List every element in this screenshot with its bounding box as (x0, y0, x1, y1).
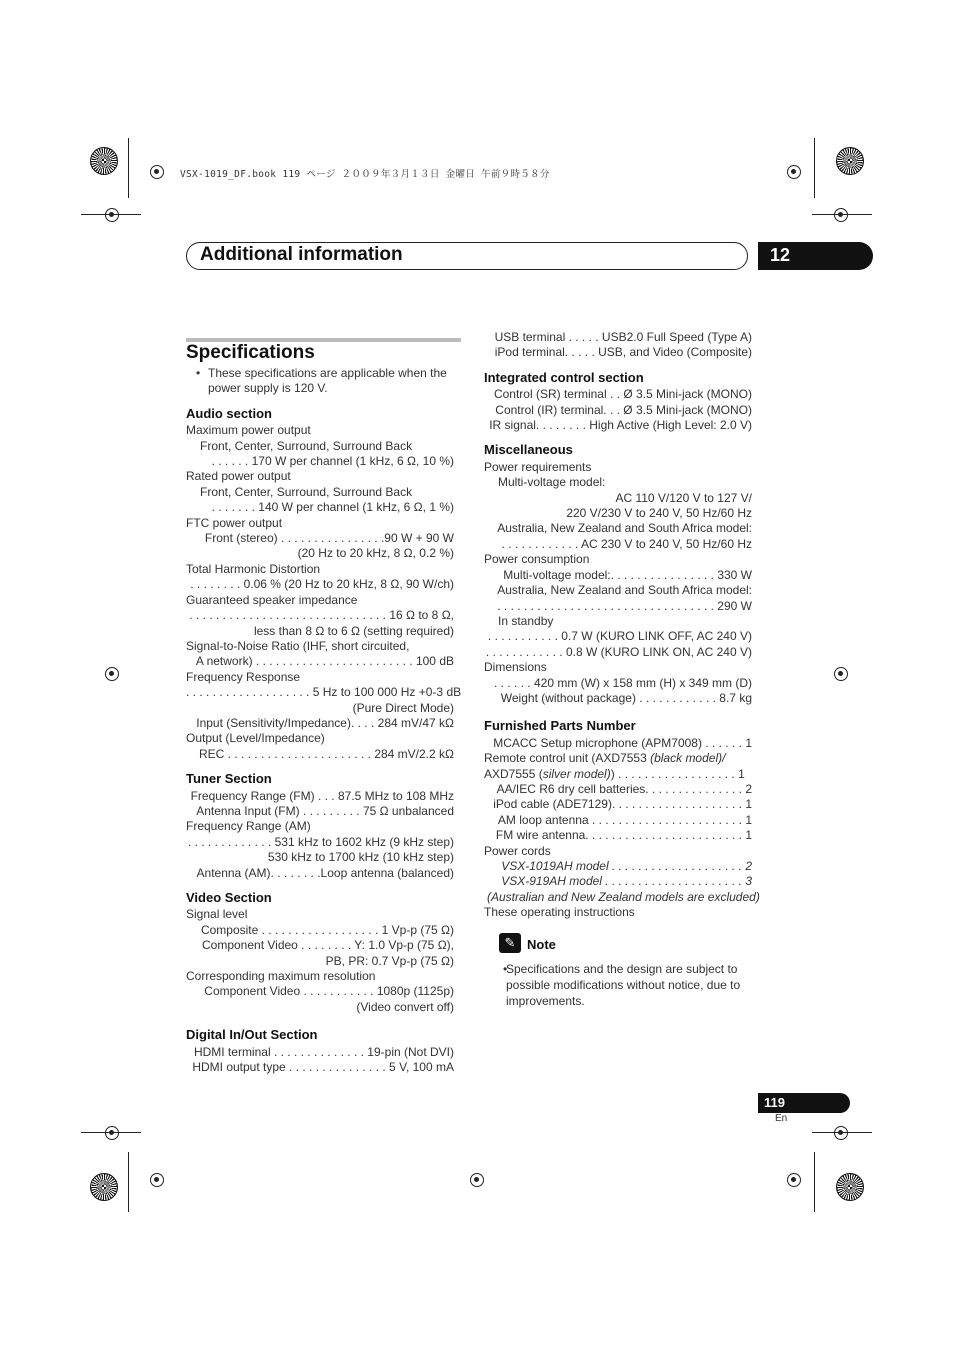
registration-mark-icon (787, 1173, 801, 1187)
color-target-icon (836, 1173, 864, 1201)
spec-line: REC . . . . . . . . . . . . . . . . . . . . . . 284 mV/2.2 kΩ (198, 746, 454, 761)
crop-mark (814, 138, 815, 198)
spec-line: . . . . . . . . . . . . 0.8 W (KURO LINK ON, AC 240 V) (485, 644, 752, 659)
crop-mark (812, 214, 872, 215)
spec-line: Corresponding maximum resolution (186, 969, 376, 984)
crop-mark (128, 1152, 129, 1212)
spec-line: . . . . . . 420 mm (W) x 158 mm (H) x 349 mm (D) (493, 675, 752, 690)
page-number: 119 (758, 1093, 850, 1113)
spec-line: Antenna Input (FM) . . . . . . . . . 75 Ω unbalanced (196, 803, 454, 818)
spec-line: AM loop antenna . . . . . . . . . . . . . . . . . . . . . . . 1 (497, 812, 752, 827)
spec-line: A network) . . . . . . . . . . . . . . . . . . . . . . . . 100 dB (195, 654, 454, 669)
spec-line: Power consumption (484, 552, 590, 567)
spec-line: AC 110 V/120 V to 127 V/ (615, 490, 752, 505)
spec-line: Total Harmonic Distortion (186, 561, 321, 576)
video-heading: Video Section (186, 890, 272, 905)
misc-heading: Miscellaneous (484, 442, 573, 458)
spec-line: In standby (498, 613, 554, 628)
spec-line: Component Video . . . . . . . . . . . 1080p (1125p) (204, 984, 454, 999)
spec-line: Dimensions (484, 660, 547, 675)
spec-line: FM wire antenna. . . . . . . . . . . . . . . . . . . . . . . . 1 (495, 828, 752, 843)
spec-line: HDMI terminal . . . . . . . . . . . . . . 19-pin (Not DVI) (193, 1044, 454, 1059)
spec-line: Control (IR) terminal. . . Ø 3.5 Mini-jack (MONO) (495, 402, 752, 417)
spec-text: ) . . . . . . . . . . . . . . . . . . 1 (610, 766, 745, 781)
registration-mark-icon (834, 208, 848, 222)
registration-mark-icon (834, 667, 848, 681)
spec-line: Australia, New Zealand and South Africa model: (497, 583, 752, 598)
crop-mark (812, 1132, 872, 1133)
note-text (493, 961, 753, 1009)
spec-line: Front (stereo) . . . . . . . . . . . . . . . .90 W + 90 W (204, 531, 454, 546)
spec-line: . . . . . . . . . . . . . . . . . . . . . . . . . . . . . . . . . 290 W (497, 598, 752, 613)
spec-line: Control (SR) terminal . . Ø 3.5 Mini-jack (MONO) (493, 387, 752, 402)
spec-line: Power requirements (484, 459, 592, 474)
crop-mark (814, 1152, 815, 1212)
spec-line: Frequency Range (FM) . . . 87.5 MHz to 108 MHz (190, 788, 454, 803)
audio-heading: Audio section (186, 405, 272, 421)
registration-mark-icon (150, 1173, 164, 1187)
spec-line: (Pure Direct Mode) (352, 700, 454, 715)
spec-line: Signal level (186, 907, 248, 922)
spec-line: Power cords (484, 843, 551, 858)
spec-line: Australia, New Zealand and South Africa model: (497, 521, 752, 536)
spec-line: HDMI output type . . . . . . . . . . . . . . . 5 V, 100 mA (192, 1060, 454, 1075)
spec-line: Weight (without package) . . . . . . . . . . . . 8.7 kg (500, 690, 752, 705)
spec-line: (20 Hz to 20 kHz, 8 Ω, 0.2 %) (297, 546, 454, 561)
spec-line: iPod cable (ADE7129). . . . . . . . . . . . . . . . . . . . 1 (493, 797, 752, 812)
spec-line: less than 8 Ω to 6 Ω (setting required) (253, 623, 454, 638)
spec-line: Multi-voltage model: (498, 475, 606, 490)
spec-line: Maximum power output (186, 423, 311, 438)
spec-line: Input (Sensitivity/Impedance). . . . 284 mV/47 kΩ (196, 715, 454, 730)
spec-line: . . . . . . 170 W per channel (1 kHz, 6 Ω, 10 %) (211, 454, 454, 469)
chapter-number-badge: 12 (758, 242, 873, 270)
spec-line: IR signal. . . . . . . . High Active (High Level: 2.0 V) (489, 418, 752, 433)
spec-line: Frequency Range (AM) (186, 819, 311, 834)
spec-line: PB, PR: 0.7 Vp-p (75 Ω) (325, 953, 454, 968)
spec-text: Remote control unit (AXD7553 (484, 751, 651, 766)
color-target-icon (90, 1173, 118, 1201)
color-target-icon (836, 147, 864, 175)
spec-line: (Australian and New Zealand models are excluded) (487, 889, 760, 904)
digital-heading: Digital In/Out Section (186, 1027, 318, 1043)
spec-line: Component Video . . . . . . . . Y: 1.0 Vp-p (75 Ω), (202, 938, 454, 953)
tuner-heading: Tuner Section (186, 771, 272, 787)
spec-line: 530 kHz to 1700 kHz (10 kHz step) (267, 850, 454, 865)
page-language: En (775, 1113, 788, 1124)
spec-line: Front, Center, Surround, Surround Back (200, 438, 413, 453)
printer-slug: VSX-1019_DF.book 119 ページ ２００９年３月１３日 金曜日 午前９時５８分 (180, 169, 550, 180)
pencil-icon: ✎ (499, 933, 521, 953)
spec-column-right (484, 330, 760, 921)
spec-line: . . . . . . . 140 W per channel (1 kHz, 6 Ω, 1 %) (211, 500, 454, 515)
note-label: Note (527, 937, 556, 952)
spec-line: AA/IEC R6 dry cell batteries. . . . . . . . . . . . . . . 2 (496, 781, 752, 796)
registration-mark-icon (105, 1126, 119, 1140)
registration-mark-icon (470, 1173, 484, 1187)
color-target-icon (90, 147, 118, 175)
spec-line: Composite . . . . . . . . . . . . . . . . . . 1 Vp-p (75 Ω) (200, 922, 454, 937)
crop-mark (81, 1132, 141, 1133)
registration-mark-icon (834, 1126, 848, 1140)
spec-line: FTC power output (186, 515, 283, 530)
spec-line: 220 V/230 V to 240 V, 50 Hz/60 Hz (566, 506, 752, 521)
spec-line (484, 751, 752, 766)
spec-line: iPod terminal. . . . . USB, and Video (Composite) (494, 345, 752, 360)
intro-bullet: • These specifications are applicable when the power supply is 120 V. (186, 366, 454, 397)
spec-line: Guaranteed speaker impedance (186, 592, 358, 607)
registration-mark-icon (105, 208, 119, 222)
spec-text: AXD7555 ( (484, 766, 543, 781)
spec-text: silver model) (542, 766, 611, 781)
spec-line: Front, Center, Surround, Surround Back (200, 484, 413, 499)
spec-line: . . . . . . . . . . . . . 531 kHz to 1602 kHz (9 kHz step) (187, 834, 454, 849)
spec-line: USB terminal . . . . . USB2.0 Full Speed (Type A) (494, 330, 752, 344)
spec-line: Multi-voltage model:. . . . . . . . . . . . . . . . 330 W (503, 567, 752, 582)
spec-line: . . . . . . . . 0.06 % (20 Hz to 20 kHz, 8 Ω, 90 W/ch) (190, 577, 454, 592)
spec-line: . . . . . . . . . . . . AC 230 V to 240 V, 50 Hz/60 Hz (501, 536, 752, 551)
registration-mark-icon (787, 165, 801, 179)
spec-line: MCACC Setup microphone (APM7008) . . . . . . 1 (493, 735, 752, 750)
registration-mark-icon (150, 165, 164, 179)
note-bullet: • Specifications and the design are subject to possible modifications without notice, due to improvements. (493, 961, 753, 1009)
spec-line: VSX-1019AH model . . . . . . . . . . . . . . . . . . . . 2 (501, 859, 752, 873)
spec-line: Output (Level/Impedance) (186, 731, 325, 746)
spec-line: . . . . . . . . . . . 0.7 W (KURO LINK OFF, AC 240 V) (487, 629, 752, 644)
chapter-title: Additional information (200, 244, 403, 265)
spec-line: . . . . . . . . . . . . . . . . . . . . . . . . . . . . . . 16 Ω to 8 Ω, (189, 608, 454, 623)
spec-line: VSX-919AH model . . . . . . . . . . . . . . . . . . . . . 3 (501, 874, 752, 889)
spec-line: These operating instructions (484, 905, 635, 920)
spec-line: Frequency Response (186, 669, 301, 684)
spec-line: (Video convert off) (356, 999, 454, 1014)
spec-line: Antenna (AM). . . . . . . .Loop antenna (balanced) (196, 865, 454, 880)
spec-line: Rated power output (186, 469, 291, 484)
spec-text: (black model)/ (650, 751, 726, 766)
section-title: Specifications (186, 342, 315, 363)
spec-line: Signal-to-Noise Ratio (IHF, short circuited, (186, 638, 410, 653)
crop-mark (128, 138, 129, 198)
integrated-heading: Integrated control section (484, 369, 644, 385)
furnished-heading: Furnished Parts Number (484, 718, 636, 734)
registration-mark-icon (105, 667, 119, 681)
spec-column-left (186, 366, 462, 1075)
spec-line (484, 767, 752, 782)
spec-line: . . . . . . . . . . . . . . . . . . . 5 Hz to 100 000 Hz +0-3 dB (186, 685, 462, 700)
crop-mark (81, 214, 141, 215)
